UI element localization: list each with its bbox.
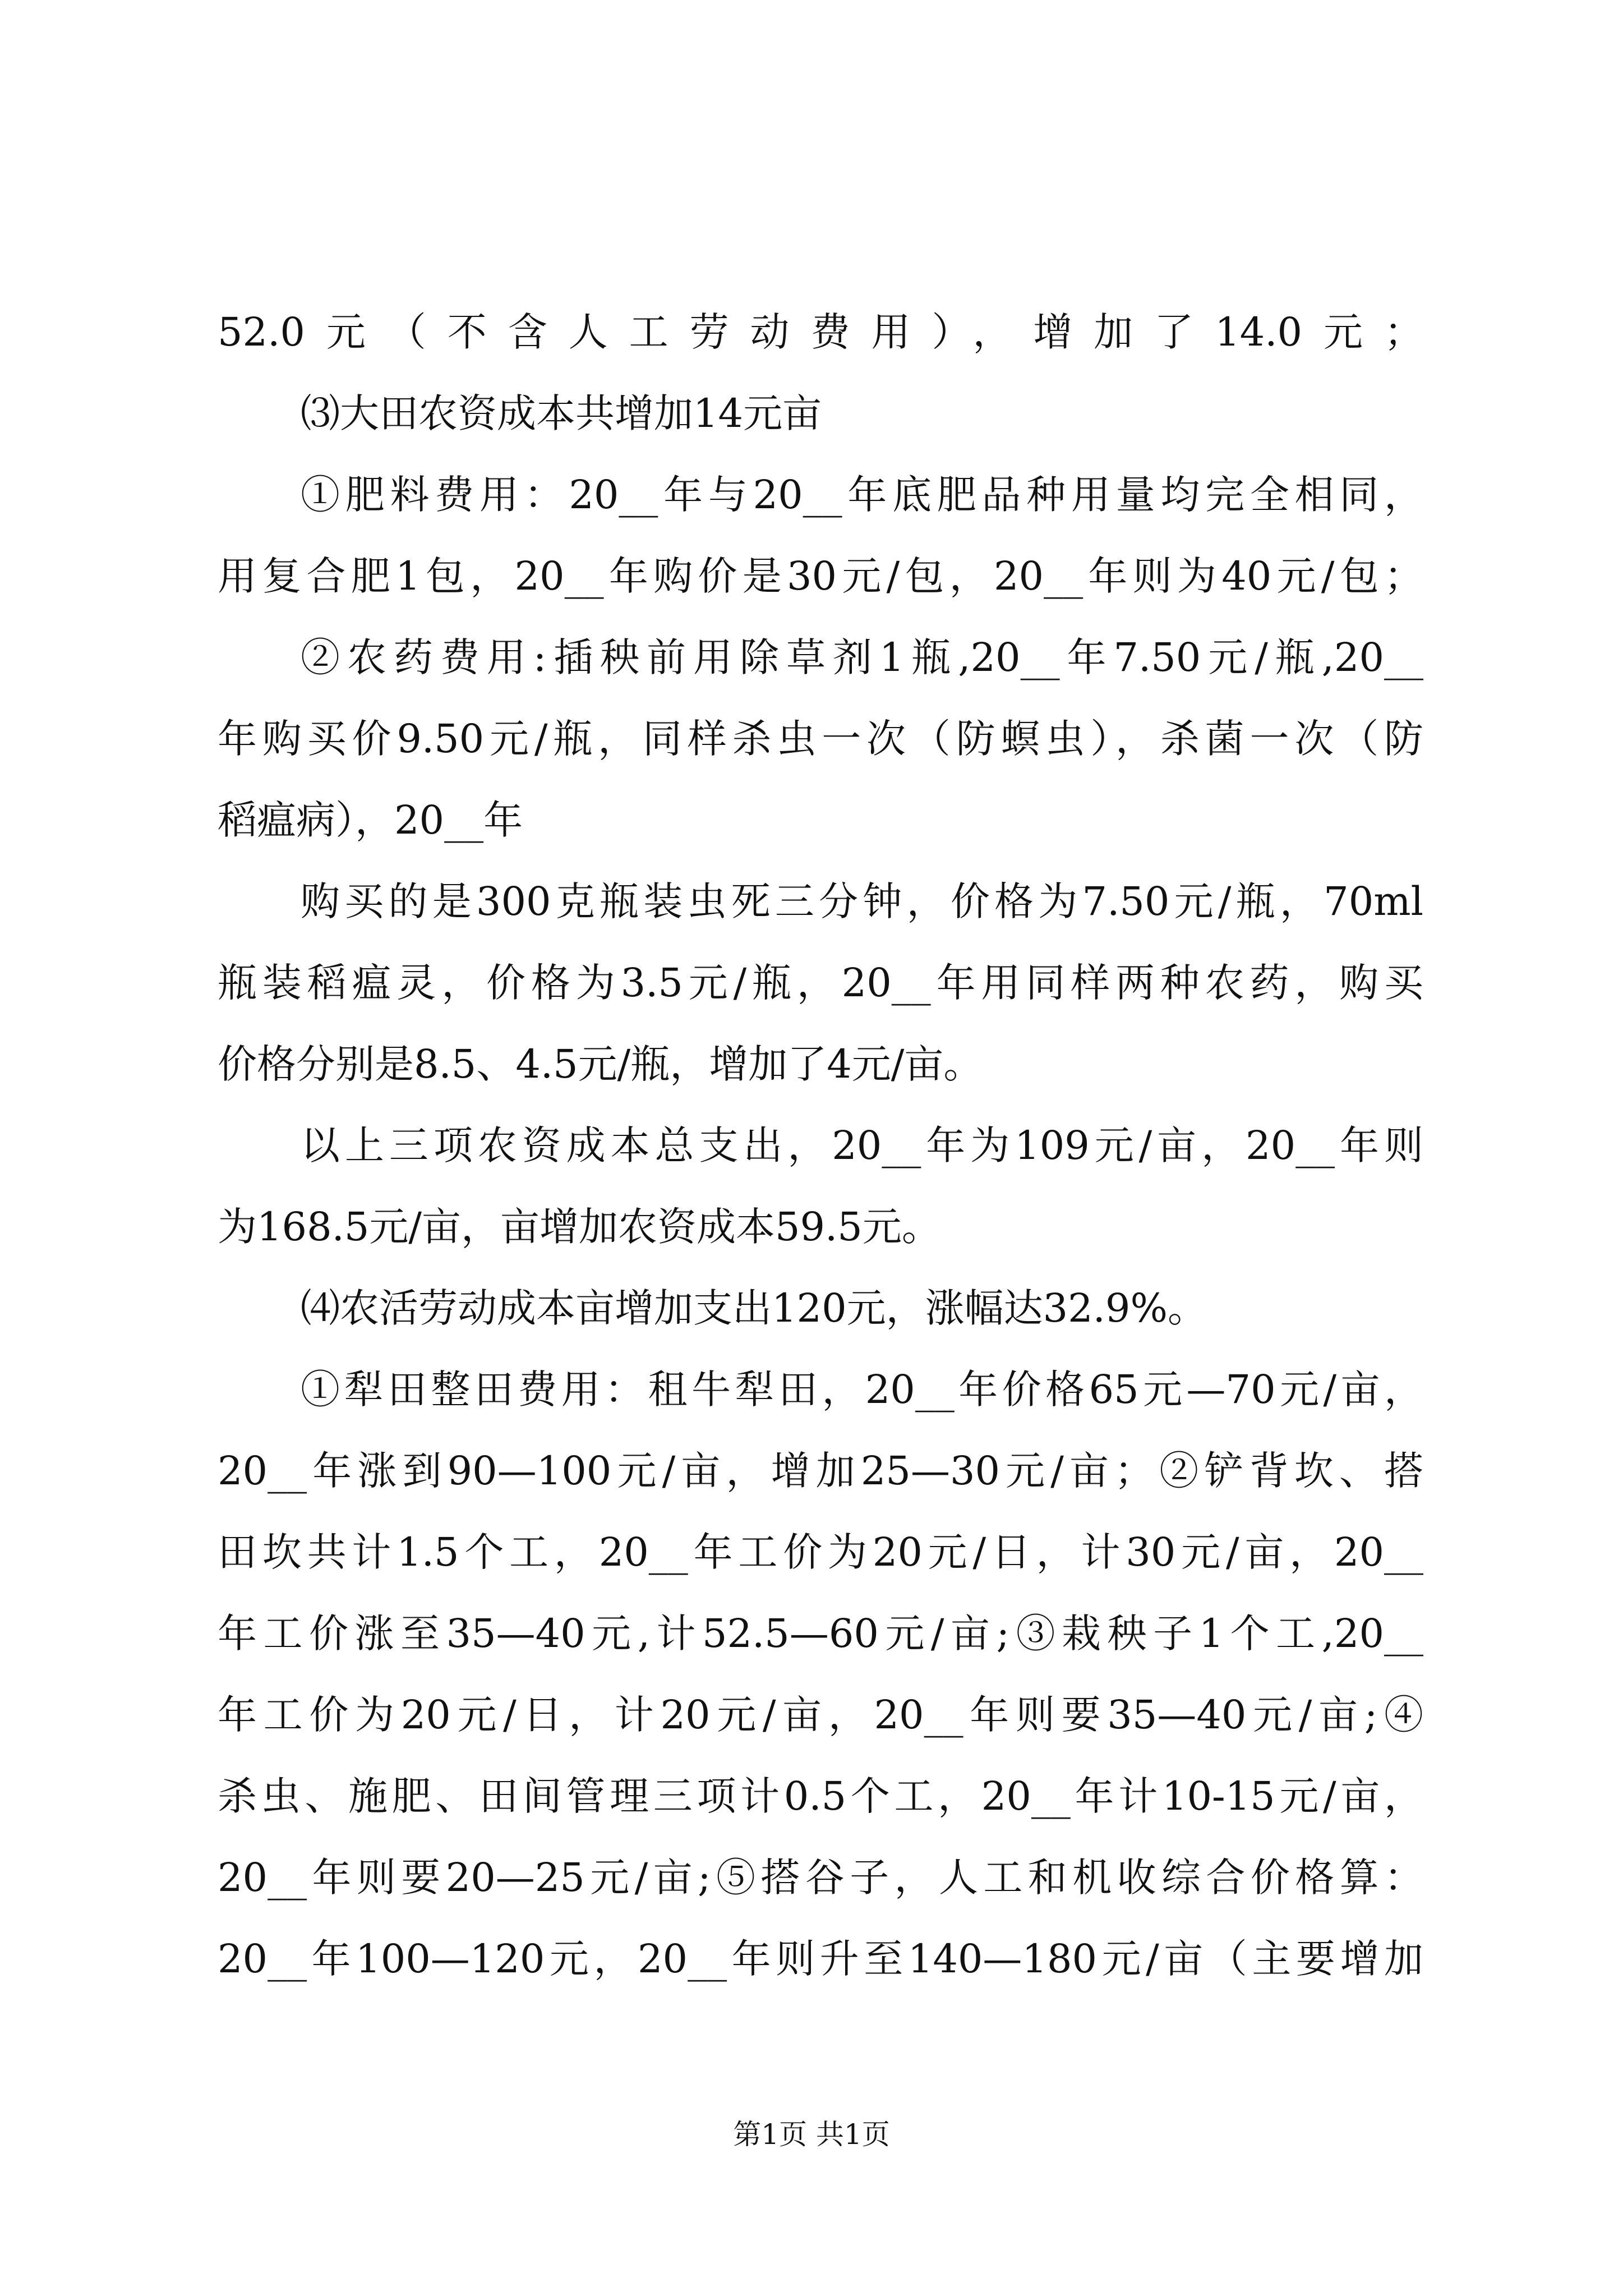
text-line-12: 为168.5元/亩，亩增加农资成本59.5元。 xyxy=(218,1204,941,1250)
text-line-2: ⑶大田农资成本共增加14元亩 xyxy=(301,390,822,436)
text-line-11: 以上三项农资成本总支出，20__年为109元/亩，20__年则 xyxy=(301,1122,1423,1168)
text-line-17: 年工价涨至35—40元,计52.5—60元/亩;③栽秧子1个工,20__ xyxy=(218,1611,1423,1657)
text-line-15: 20__年涨到90—100元/亩，增加25—30元/亩；②铲背坎、搭 xyxy=(218,1448,1423,1494)
text-line-14: ①犁田整田费用：租牛犁田，20__年价格65元—70元/亩， xyxy=(301,1366,1423,1412)
text-line-6: 年购买价9.50元/瓶，同样杀虫一次（防螟虫），杀菌一次（防 xyxy=(218,716,1423,762)
text-line-5: ②农药费用:插秧前用除草剂1瓶,20__年7.50元/瓶,20__ xyxy=(301,634,1423,680)
text-line-1: 52.0元（不含人工劳动费用），增加了14.0元； xyxy=(218,309,1423,355)
text-line-13: ⑷农活劳动成本亩增加支出120元，涨幅达32.9%。 xyxy=(301,1285,1207,1331)
text-line-10: 价格分别是8.5、4.5元/瓶，增加了4元/亩。 xyxy=(218,1041,983,1087)
text-line-4: 用复合肥1包，20__年购价是30元/包，20__年则为40元/包； xyxy=(218,553,1423,599)
text-line-19: 杀虫、施肥、田间管理三项计0.5个工，20__年计10-15元/亩， xyxy=(218,1773,1423,1819)
text-line-20: 20__年则要20—25元/亩;⑤搭谷子，人工和机收综合价格算： xyxy=(218,1855,1423,1901)
text-line-18: 年工价为20元/日，计20元/亩，20__年则要35—40元/亩;④ xyxy=(218,1692,1423,1738)
document-body xyxy=(218,292,1423,2000)
text-line-9: 瓶装稻瘟灵，价格为3.5元/瓶，20__年用同样两种农药，购买 xyxy=(218,960,1423,1006)
text-line-3: ①肥料费用：20__年与20__年底肥品种用量均完全相同， xyxy=(301,472,1423,518)
text-line-16: 田坎共计1.5个工，20__年工价为20元/日，计30元/亩，20__ xyxy=(218,1529,1423,1575)
text-line-7: 稻瘟病），20__年 xyxy=(218,797,523,843)
text-line-21: 20__年100—120元，20__年则升至140—180元/亩（主要增加 xyxy=(218,1936,1423,1982)
text-line-8: 购买的是300克瓶装虫死三分钟，价格为7.50元/瓶，70ml xyxy=(301,878,1423,924)
page-footer: 第1页 共1页 xyxy=(733,2118,890,2151)
